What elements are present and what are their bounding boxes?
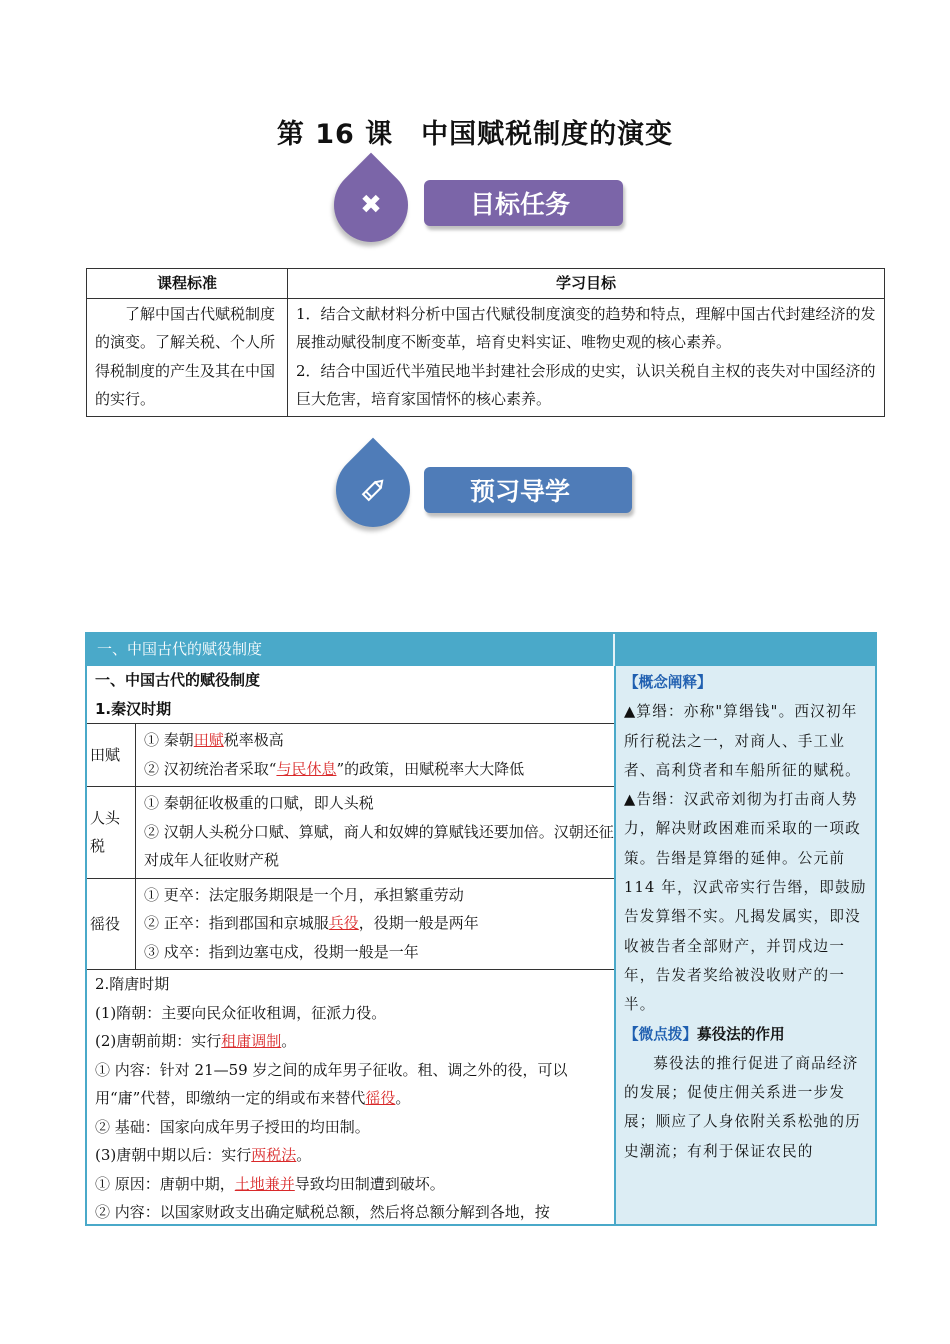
row-line bbox=[144, 755, 614, 784]
qinhan-table bbox=[87, 723, 614, 970]
text-segment: ① 内容：针对 21—59 岁之间的成年男子征收。租、调之外的役，可以用“庸”代替，即缴纳一定的绢或布来替代 bbox=[95, 1060, 568, 1107]
note-suanmin: ▲算缗：亦称"算缗钱"。西汉初年所行税法之一，对商人、手工业者、高利贷者和车船所征的赋税。 bbox=[624, 703, 861, 779]
row-line bbox=[144, 909, 614, 938]
text-segment: ② 基础：国家向成年男子授田的均田制。 bbox=[95, 1117, 370, 1136]
suitang-section bbox=[87, 970, 614, 1226]
row-label: 徭役 bbox=[87, 878, 136, 970]
text-segment: 导致均田制遭到破坏。 bbox=[294, 1174, 445, 1193]
key-term: 土地兼并 bbox=[234, 1174, 295, 1193]
row-line bbox=[144, 938, 614, 967]
text-segment: ① 秦朝 bbox=[144, 731, 194, 749]
text-segment: (2)唐朝前期：实行 bbox=[95, 1032, 222, 1050]
objective-item: 2．结合中国近代半殖民地半封建社会形成的史实，认识关税自主权的丧失对中国经济的巨大危害，培育家国情怀的核心素养。 bbox=[296, 361, 876, 408]
row-content bbox=[136, 878, 615, 970]
objective-item: 1．结合文献材料分析中国古代赋役制度演变的趋势和特点，理解中国古代封建经济的发展推动赋役制度不断变革，培育史料实证、唯物史观的核心素养。 bbox=[296, 304, 876, 351]
concept-tag: 【概念阐释】 bbox=[624, 674, 712, 691]
subsection-heading: 1.秦汉时期 bbox=[95, 699, 172, 718]
tip-tag: 【微点拨】 bbox=[624, 1025, 697, 1043]
course-standard: 了解中国古代赋税制度的演变。了解关税、个人所得税制度的产生及其在中国的实行。 bbox=[87, 298, 288, 416]
text-line bbox=[87, 999, 614, 1028]
text-segment: (1)隋朝：主要向民众征收租调，征派力役。 bbox=[95, 1003, 387, 1022]
text-segment: ② 内容：以国家财政支出确定赋税总额，然后将总额分解到各地，按 bbox=[95, 1203, 550, 1221]
text-segment: 。 bbox=[395, 1089, 411, 1107]
table-row bbox=[87, 724, 614, 787]
row-line bbox=[144, 881, 614, 910]
row-line bbox=[144, 789, 614, 818]
text-segment: ① 秦朝征收极重的口赋，即人头税 bbox=[144, 794, 374, 812]
text-segment: 。 bbox=[296, 1146, 312, 1164]
pencil-icon bbox=[336, 453, 410, 527]
text-line bbox=[87, 1198, 614, 1226]
side-notes bbox=[616, 666, 875, 1226]
badge-label: 预习导学 bbox=[424, 467, 632, 513]
text-segment: ”的政策，田赋税率大大降低 bbox=[336, 759, 525, 778]
text-segment: ③ 戍卒：指到边塞屯戍，役期一般是一年 bbox=[144, 942, 419, 961]
text-segment: 。 bbox=[281, 1032, 297, 1050]
text-segment: 2.隋唐时期 bbox=[95, 975, 170, 993]
section-heading: 一、中国古代的赋役制度 bbox=[95, 671, 261, 689]
tip-title: 募役法的作用 bbox=[696, 1025, 785, 1043]
content-panel bbox=[85, 632, 877, 1226]
text-segment: ② 汉朝人头税分口赋、算赋，商人和奴婢的算赋钱还要加倍。汉朝还征对成年人征收财产税 bbox=[144, 822, 614, 869]
text-segment: ② 正卒：指到郡国和京城服 bbox=[144, 914, 329, 932]
close-x-icon: ✖ bbox=[360, 190, 382, 220]
text-segment: 税率极高 bbox=[223, 731, 284, 749]
key-term: 与民休息 bbox=[276, 759, 337, 778]
row-line bbox=[144, 726, 614, 755]
text-line bbox=[87, 1027, 614, 1056]
key-term: 田赋 bbox=[193, 731, 224, 749]
text-line bbox=[87, 1056, 614, 1113]
text-line bbox=[87, 1113, 614, 1142]
text-segment: (3)唐朝中期以后：实行 bbox=[95, 1146, 252, 1164]
text-segment: ① 更卒：法定服务期限是一个月，承担繁重劳动 bbox=[144, 885, 464, 904]
text-segment: ① 原因：唐朝中期， bbox=[95, 1174, 235, 1193]
table-header: 学习目标 bbox=[288, 269, 885, 299]
panel-header: 一、中国古代的赋役制度 bbox=[87, 634, 875, 666]
row-content bbox=[136, 787, 615, 879]
table-row bbox=[87, 787, 614, 879]
table-header: 课程标准 bbox=[87, 269, 288, 299]
note-gaomin: ▲告缗：汉武帝刘彻为打击商人势力，解决财政困难而采取的一项政策。告缗是算缗的延伸。公元前 114 年，汉武帝实行告缗，即鼓励告发算缗不实。凡揭发属实，即没收被告者全部财产，并罚戍边一年，告发者奖给被没收财产的一半。 bbox=[624, 791, 867, 1014]
text-segment: ② 汉初统治者采取“ bbox=[144, 759, 277, 778]
text-line bbox=[87, 1141, 614, 1170]
main-column bbox=[87, 666, 616, 1226]
goals-table bbox=[86, 268, 885, 417]
key-term: 租庸调制 bbox=[221, 1032, 282, 1050]
text-line bbox=[87, 1170, 614, 1199]
key-term: 兵役 bbox=[328, 914, 359, 932]
row-label: 田赋 bbox=[87, 724, 136, 787]
row-line bbox=[144, 818, 614, 875]
row-label: 人头税 bbox=[87, 787, 136, 879]
learning-objectives bbox=[288, 298, 885, 416]
page-title: 第 16 课 中国赋税制度的演变 bbox=[276, 119, 674, 150]
row-content bbox=[136, 724, 615, 787]
badge-label: 目标任务 bbox=[424, 180, 623, 226]
tip-text: 募役法的推行促进了商品经济的发展；促使庄佣关系进一步发展；顺应了人身依附关系松弛的历史潮流；有利于保证农民的 bbox=[624, 1054, 861, 1160]
table-row bbox=[87, 878, 614, 970]
key-term: 两税法 bbox=[251, 1146, 297, 1164]
text-segment: ，役期一般是两年 bbox=[358, 914, 479, 932]
text-line bbox=[87, 970, 614, 999]
key-term: 徭役 bbox=[365, 1089, 396, 1107]
